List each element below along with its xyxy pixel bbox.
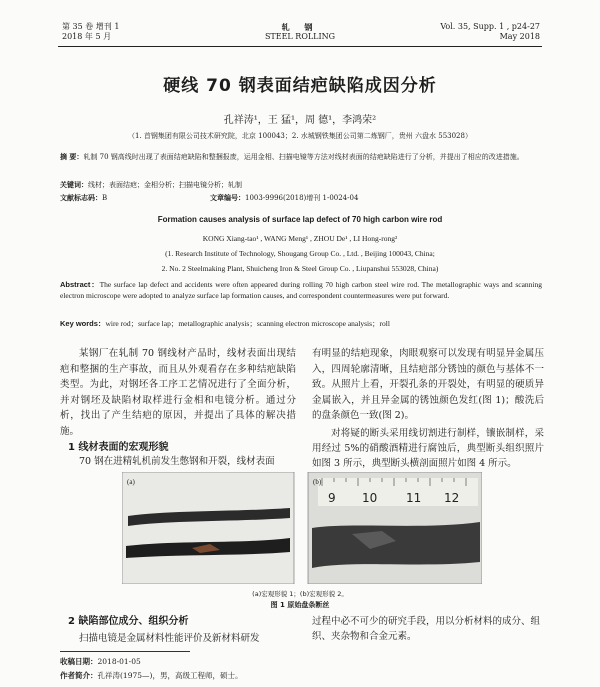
keywords-cn-text: 线材；表面结疤；金相分析；扫描电镜分析；轧制 [88,181,242,189]
issue-date-en: May 2018 [499,32,540,41]
affiliations: （1. 首钢集团有限公司技术研究院，北京 100043；2. 水城钢铁集团公司第二炼钢厂，贵州 六盘水 553028） [128,132,472,140]
article-no-value: 1003-9996(2018)增刊 1-0024-04 [245,194,359,202]
figure-1-photos [122,472,482,584]
ruler-label-10: 10 [362,491,378,505]
intro-paragraph: 某钢厂在轧制 70 钢线材产品时，线材表面出现结疤和整捆的生产事故，而且从外观看存在多种结疤缺陷类型。为此，对钢坯各工序工艺情况进行了全面分析，并对钢坯及缺陷材取样进行金相和电镜分析。通过分析，找出了产生结疤的原因，并提出了具体的解决措施。 [60,348,296,437]
figure-1-subcaption: (a)宏观形貌 1；(b)宏观形貌 2。 [252,590,348,598]
abstract-cn-text: 轧制 70 钢高线时出现了表面结疤缺陷和整捆报废，运用金相、扫描电镜等方法对线材表面的结疤缺陷进行了分析，并提出了相应的改进措施。 [83,153,524,161]
journal-name-cn: 轧 钢 [281,22,319,32]
ruler-label-9: 9 [328,491,336,505]
ruler-label-12: 12 [444,491,460,505]
right-paragraph-2-wrap [312,426,544,471]
english-affiliation-1: (1. Research Institute of Technology, Shougang Group Co. , Ltd. , Beijing 100043, China; [165,249,435,258]
keywords-cn [60,180,242,190]
ruler-label-11: 11 [406,491,422,505]
footnote-author [60,670,242,681]
figure-1-caption: 图 1 原始盘条断丝 [270,601,330,609]
journal-name-en: STEEL ROLLING [264,32,336,41]
panel-b-label: (b) [313,478,322,486]
classification-line [60,193,542,203]
paper-title: 硬线 70 钢表面结疤缺陷成因分析 [163,76,437,96]
journal-citation [440,22,540,42]
english-authors: KONG Xiang-tao¹ , WANG Meng¹ , ZHOU De¹ , LI Hong-rong² [202,234,398,243]
figure-1 [122,472,482,584]
clc-label: 文献标志码： [60,194,102,202]
right-paragraph-3: 过程中必不可少的研究手段，用以分析材料的成分、组织、夹杂物和合金元素。 [312,616,541,642]
body-right-column [312,346,544,424]
article-no-label: 文章编号： [210,194,245,202]
body-left-column [60,346,296,439]
section-2-paragraph: 扫描电镜是金属材料性能评价及新材料研发 [79,633,260,644]
wire-rod-b [312,522,480,568]
abstract-en [60,279,542,301]
author-bio-label: 作者简介： [60,671,98,680]
keywords-en [60,318,542,329]
keywords-cn-label: 关键词： [60,181,88,189]
footnote-rule [60,651,190,652]
abstract-cn-label: 摘 要： [60,153,84,161]
abstract-cn [60,151,542,163]
abstract-en-text: The surface lap defect and accidents were often appeared during rolling 70 high carbon steel wire rod. The metallographic ways and scanning electron microscope were adopted to analyze surface lap formation causes, and correspondent countermeasures were put forward. [60,280,542,300]
author-list: 孔祥涛¹，王 猛¹，周 德¹，李鸿荣² [223,115,377,126]
clc-value: B [102,194,108,202]
english-affiliation-2: 2. No. 2 Steelmaking Plant, Shuicheng Iron & Steel Group Co. , Liupanshui 553028, China) [161,264,439,273]
footnote-received [60,656,141,667]
keywords-en-label: Key words： [60,319,106,328]
received-label: 收稿日期： [60,657,98,666]
header-rule [58,46,542,47]
right-paragraph-2: 对将疑的断头采用线切割进行制样，镶嵌制样，采用经过 5%的硝酸酒精进行腐蚀后，典型断头组织照片如图 3 所示，典型断头横剖面照片如图 4 所示。 [312,428,544,469]
keywords-en-text: wire rod；surface lap；metallographic analysis；scanning electron microscope analysis；roll [105,319,390,328]
panel-a-label: (a) [127,478,135,486]
author-bio: 孔祥涛(1975—)，男，高级工程师，硕士。 [97,671,243,680]
english-title: Formation causes analysis of surface lap defect of 70 high carbon wire rod [157,215,443,224]
section-1-paragraph: 70 钢在进精轧机前发生憋钢和开裂，线材表面 [79,456,275,467]
received-date: 2018-01-05 [97,657,141,666]
volume-issue: 第 35 卷 增刊 1 [62,22,120,31]
photo-panel-a [122,472,294,584]
right-paragraph-1: 有明显的结疤现象，肉眼观察可以发现有明显异金属压入，四周轮廓清晰，且结疤部分锈蚀的颜色与基体不一致。从照片上看，开裂孔条的开裂处，有明显的硬质异金属嵌入，并且异金属的锈蚀颜色发红(图 1)；酸洗后的盘条颜色一致(图 2)。 [312,348,544,421]
abstract-en-label: Abstract： [60,280,100,289]
section-1-heading: 1 线材表面的宏观形貌 [68,442,169,453]
issue-date: 2018 年 5 月 [62,32,112,41]
volume-pages: Vol. 35, Supp. 1 , p24-27 [440,22,540,31]
section-2-heading: 2 缺陷部位成分、组织分析 [68,616,189,627]
